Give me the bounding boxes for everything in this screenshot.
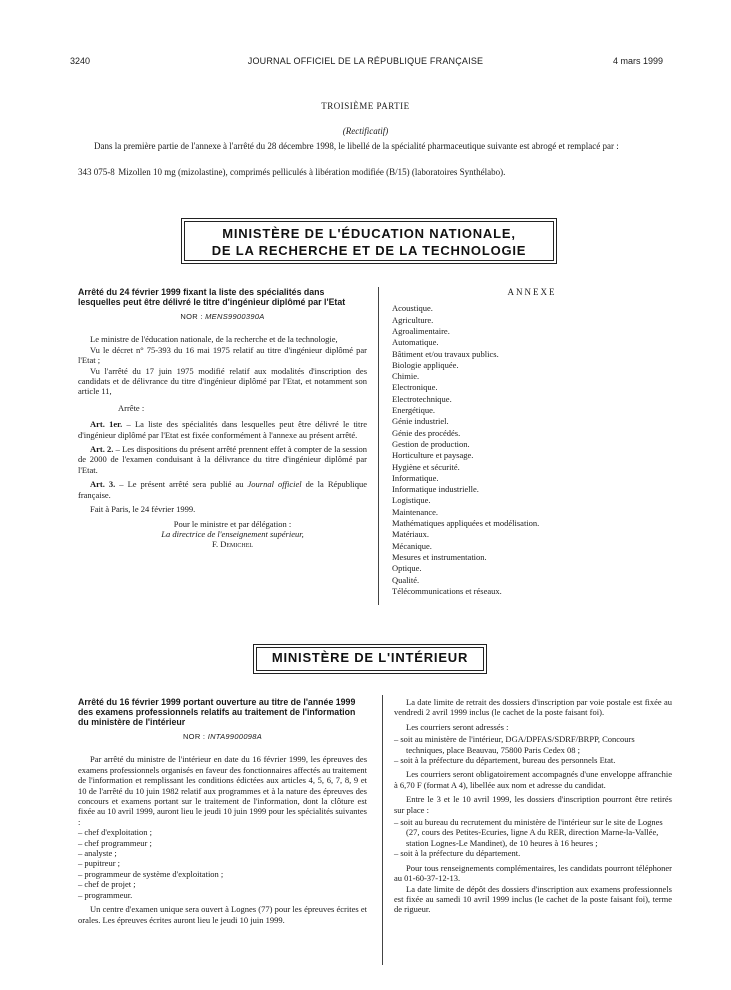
- arrete1-sign1: Pour le ministre et par délégation :: [173, 518, 292, 529]
- arrete1-art3: [78, 479, 367, 500]
- ministry-education-line1: MINISTÈRE DE L'ÉDUCATION NATIONALE,: [222, 226, 516, 241]
- arrete1-nor-label: NOR :: [180, 312, 203, 321]
- addresses-list: [394, 734, 672, 765]
- arrete1-art3-text-b: de la République française.: [78, 479, 368, 500]
- arrete2-nor-label: NOR :: [182, 732, 206, 741]
- specialites-list: [78, 827, 367, 900]
- arrete1-nor-code: MENS9900390A: [205, 312, 265, 321]
- arrete2-r5: Pour tous renseignements complémentaires, les candidats pourront téléphoner au 01-60-37-12-13.: [394, 862, 672, 884]
- annexe-item: Hygiène et sécurité.: [392, 461, 460, 472]
- arrete1-art1-text: – La liste des spécialités dans lesquelles peut être délivré le titre d'ingénieur diplômé par l'Etat est fixée conformément à l'annexe au présent arrêté.: [78, 419, 368, 440]
- annexe-item: Informatique.: [392, 472, 439, 483]
- annexe-item: Agriculture.: [392, 314, 434, 325]
- annexe-item: Bâtiment et/ou travaux publics.: [392, 348, 499, 359]
- arrete2-title: Arrêté du 16 février 1999 portant ouverture au titre de l'année 1999 des examens professionnels relatifs au traitement de l'information du ministère de l'intérieur: [78, 697, 356, 727]
- arrete2-p2: Un centre d'examen unique sera ouvert à Lognes (77) pour les épreuves écrites et orales. Les épreuves écrites auront lieu le jeudi 10 juin 1999.: [78, 904, 367, 925]
- annexe-item: Maintenance.: [392, 506, 439, 517]
- arrete2-column: [78, 697, 367, 925]
- pharma-entry-code: 343 075-8: [78, 167, 115, 177]
- specialite-item: – chef de projet ;: [78, 879, 367, 889]
- annexe-item: Electronique.: [392, 382, 438, 393]
- arrete2-right-column: [394, 697, 672, 915]
- annexe-item: Télécommunications et réseaux.: [392, 585, 502, 596]
- issue-date: 4 mars 1999: [612, 56, 663, 66]
- arrete1-art1: [78, 419, 367, 440]
- specialite-item: – chef d'exploitation ;: [78, 827, 367, 837]
- rectificatif-label: (Rectificatif): [342, 126, 389, 136]
- annexe-item: Electrotechnique.: [392, 393, 452, 404]
- arrete1-nor: [78, 312, 367, 322]
- arrete2-nor-code: INTA9900098A: [207, 732, 263, 741]
- arrete2-r4: Entre le 3 et le 10 avril 1999, les dossiers d'inscription pourront être retirés sur place :: [394, 794, 672, 815]
- arrete1-sign2: La directrice de l'enseignement supérieur,: [161, 528, 304, 539]
- page-number: 3240: [70, 56, 91, 66]
- arrete2-r6: La date limite de dépôt des dossiers d'inscription aux examens professionnels est fixée au samedi 10 avril 1999 inclus (le cachet de la poste faisant foi), terme de rigueur.: [394, 883, 672, 915]
- part-title: TROISIÈME PARTIE: [321, 101, 410, 111]
- arrete2-r1: La date limite de retrait des dossiers d'inscription par voie postale est fixée au vendredi 2 avril 1999 inclus (le cachet de la poste faisant foi).: [394, 697, 672, 718]
- specialite-item: – analyste ;: [78, 848, 367, 858]
- arrete1-p3: Vu l'arrêté du 17 juin 1975 modifié relatif aux modalités d'inscription des candidats et de délivrance du titre d'ingénieur diplômé par l'Etat, et notamment son article 11,: [78, 365, 367, 397]
- arrete1-art2: [78, 444, 367, 475]
- arrete2-r2: Les courriers seront adressés :: [406, 721, 509, 732]
- annexe-column: [392, 287, 672, 597]
- arrete1-fait: Fait à Paris, le 24 février 1999.: [90, 504, 196, 515]
- place-item: – soit à la préfecture du département.: [394, 848, 672, 858]
- arrete1-p1: Le ministre de l'éducation nationale, de la recherche et de la technologie,: [90, 334, 338, 345]
- specialite-item: – pupitreur ;: [78, 858, 367, 868]
- arrete1-art1-label: Art. 1er.: [90, 419, 123, 430]
- arrete2-p1: Par arrêté du ministre de l'intérieur en date du 16 février 1999, les épreuves des examens professionnels organisés en faveur des fonctionnaires affectés au traitement de l'information et remplissant les conditions édictées aux articles 4, 5, 6, 7, 8, 9 et 10 de l'arrêté du 10 juin 1982 relatif aux programmes et à la nature des épreuves des concours et examens portant sur le traitement de l'information, dont la clôture est fixée au 10 avril 1999, auront lieu le jeudi 10 juin 1999 pour les spécialités suivantes :: [78, 754, 367, 827]
- annexe-item: Energétique.: [392, 405, 436, 416]
- column-divider-top: [378, 287, 379, 605]
- annexe-item: Mathématiques appliquées et modélisation.: [392, 518, 540, 529]
- arrete1-art2-label: Art. 2.: [90, 444, 114, 455]
- arrete1-arrete: Arrête :: [118, 402, 145, 413]
- address-item: – soit à la préfecture du département, bureau des personnels Etat.: [394, 755, 672, 765]
- arrete1-column: [78, 287, 367, 550]
- annexe-item: Agroalimentaire.: [392, 326, 450, 336]
- annexe-item: Génie industriel.: [392, 416, 449, 427]
- arrete1-art3-journal: Journal officiel: [247, 479, 302, 490]
- pharma-entry: [78, 167, 660, 177]
- arrete2-r3: Les courriers seront obligatoirement accompagnés d'une enveloppe affranchie à 6,70 F (format A 4), libellée aux nom et adresse du candidat.: [394, 769, 672, 790]
- annexe-item: Horticulture et paysage.: [392, 450, 474, 461]
- annexe-list: [392, 303, 672, 597]
- specialite-item: – chef programmeur ;: [78, 838, 367, 848]
- annexe-item: Chimie.: [392, 371, 420, 382]
- ministry-education-box: [184, 221, 554, 261]
- places-list: [394, 817, 672, 859]
- address-item: – soit au ministère de l'intérieur, DGA/DPFAS/SDRF/BRPP, Concours techniques, place Beauvau, 75800 Paris Cedex 08 ;: [394, 734, 672, 755]
- annexe-item: Optique.: [392, 563, 422, 574]
- annexe-item: Qualité.: [392, 574, 420, 585]
- place-item: – soit au bureau du recrutement du ministère de l'intérieur sur le site de Lognes (27, cours des Petites-Ecuries, ligne A du RER, direction Marne-la-Vallée, station Lognes-Le Mandinet), de 10 heures à 16 heures ;: [394, 817, 672, 848]
- ministry-education-line2: DE LA RECHERCHE ET DE LA TECHNOLOGIE: [211, 243, 527, 258]
- specialite-item: – programmeur.: [78, 890, 367, 900]
- arrete2-nor: [78, 732, 367, 742]
- annexe-heading: ANNEXE: [507, 287, 557, 297]
- arrete1-art3-text-a: – Le présent arrêté sera publié au: [119, 479, 248, 490]
- arrete1-title: Arrêté du 24 février 1999 fixant la liste des spécialités dans lesquelles peut être délivré le titre d'ingénieur diplômé par l'Etat: [78, 287, 346, 307]
- annexe-item: Gestion de production.: [392, 438, 470, 449]
- annexe-item: Matériaux.: [392, 529, 430, 540]
- column-divider-bottom: [382, 695, 383, 965]
- annexe-item: Mécanique.: [392, 540, 432, 551]
- arrete1-art3-label: Art. 3.: [90, 479, 116, 490]
- pharma-entry-text: Mizollen 10 mg (mizolastine), comprimés pelliculés à libération modifiée (B/15) (laboratoires Synthélabo).: [118, 167, 506, 177]
- annexe-item: Biologie appliquée.: [392, 359, 459, 370]
- arrete1-p2: Vu le décret n° 75-393 du 16 mai 1975 relatif au titre d'ingénieur diplômé par l'Etat ;: [78, 344, 367, 366]
- arrete1-art2-text: – Les dispositions du présent arrêté prennent effet à compter de la session de 2000 de l'examen conduisant à la délivrance du titre d'ingénieur diplômé par l'Etat.: [78, 444, 367, 475]
- rectificatif-intro: Dans la première partie de l'annexe à l'arrêté du 28 décembre 1998, le libellé de la spécialité pharmaceutique suivante est abrogé et remplacé par :: [94, 141, 619, 151]
- annexe-item: Informatique industrielle.: [392, 484, 479, 495]
- annexe-item: Automatique.: [392, 337, 439, 348]
- annexe-item: Logistique.: [392, 495, 431, 506]
- arrete1-signatory: F. Demichel: [211, 539, 254, 550]
- specialite-item: – programmeur de système d'exploitation ;: [78, 869, 367, 879]
- ministry-interieur-box: [256, 647, 484, 671]
- annexe-item: Génie des procédés.: [392, 427, 461, 438]
- ministry-interieur-title: MINISTÈRE DE L'INTÉRIEUR: [271, 650, 469, 665]
- annexe-item: Mesures et instrumentation.: [392, 551, 487, 562]
- annexe-item: Acoustique.: [392, 303, 433, 314]
- journal-title: JOURNAL OFFICIEL DE LA RÉPUBLIQUE FRANÇAISE: [247, 56, 484, 66]
